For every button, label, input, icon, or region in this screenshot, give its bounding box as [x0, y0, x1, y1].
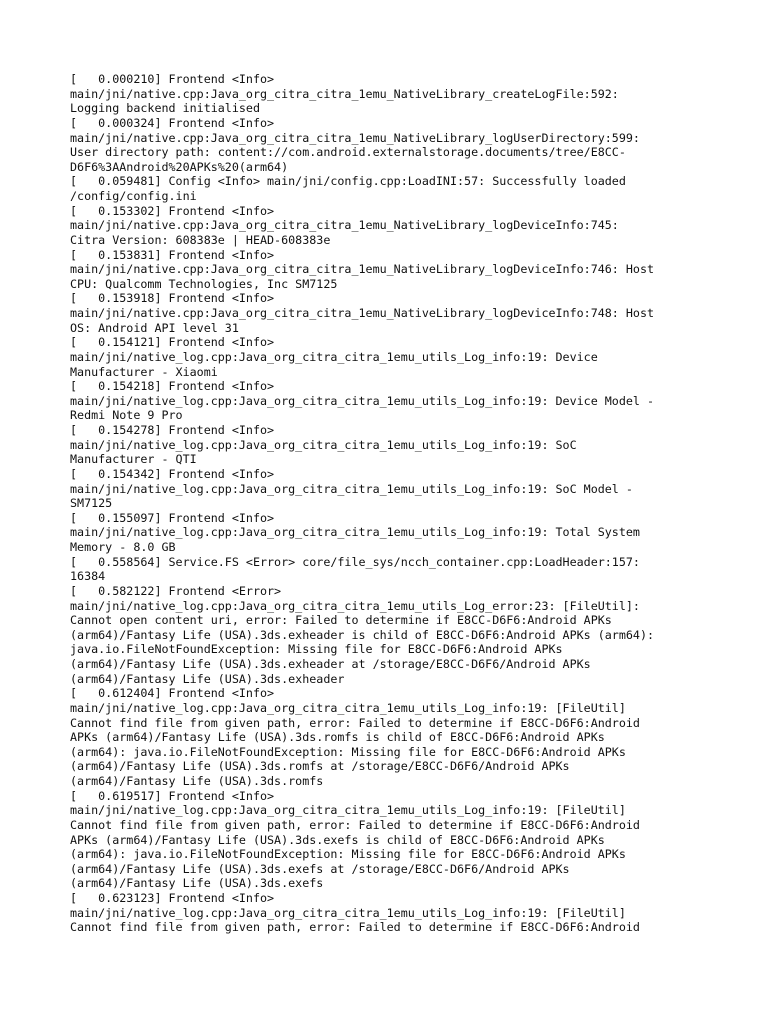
log-line: main/jni/native_log.cpp:Java_org_citra_citra_1emu_utils_Log_info:19: Device: [70, 349, 598, 364]
log-line: [ 0.619517] Frontend <Info>: [70, 788, 275, 803]
log-line: main/jni/native_log.cpp:Java_org_citra_citra_1emu_utils_Log_info:19: Total System: [70, 525, 640, 540]
log-document: [70, 72, 700, 935]
log-line: OS: Android API level 31: [70, 320, 239, 335]
log-line: [ 0.000324] Frontend <Info>: [70, 115, 275, 130]
log-line: Memory - 8.0 GB: [70, 540, 176, 554]
log-line: main/jni/native.cpp:Java_org_citra_citra_1emu_NativeLibrary_logDeviceInfo:745:: [70, 218, 619, 233]
log-line: Citra Version: 608383e | HEAD-608383e: [70, 232, 331, 247]
log-line: main/jni/native_log.cpp:Java_org_citra_citra_1emu_utils_Log_error:23: [FileUtil]:: [70, 598, 640, 613]
log-line: D6F6%3AAndroid%20APKs%20(arm64): [70, 159, 289, 174]
log-line: [ 0.154218] Frontend <Info>: [70, 379, 275, 394]
log-line: main/jni/native.cpp:Java_org_citra_citra_1emu_NativeLibrary_logUserDirectory:599:: [70, 130, 640, 145]
log-line: main/jni/native_log.cpp:Java_org_citra_citra_1emu_utils_Log_info:19: SoC Model -: [70, 481, 633, 496]
log-line: APKs (arm64)/Fantasy Life (USA).3ds.romfs is child of E8CC-D6F6:Android APKs: [70, 730, 605, 745]
log-line: [ 0.000210] Frontend <Info>: [70, 72, 275, 86]
log-line: 16384: [70, 569, 106, 584]
log-line: Manufacturer - Xiaomi: [70, 364, 218, 379]
log-line: /config/config.ini: [70, 189, 197, 203]
log-line: (arm64)/Fantasy Life (USA).3ds.exheader is child of E8CC-D6F6:Android APKs (arm64):: [70, 627, 655, 642]
log-line: (arm64)/Fantasy Life (USA).3ds.exheader: [70, 671, 345, 686]
log-line: Cannot find file from given path, error: Failed to determine if E8CC-D6F6:Android: [70, 920, 640, 935]
log-line: [ 0.623123] Frontend <Info>: [70, 891, 275, 905]
log-line: (arm64)/Fantasy Life (USA).3ds.exefs at /storage/E8CC-D6F6/Android APKs: [70, 861, 570, 876]
log-line: (arm64)/Fantasy Life (USA).3ds.exefs: [70, 876, 324, 891]
log-line: Cannot open content uri, error: Failed to determine if E8CC-D6F6:Android APKs: [70, 613, 612, 628]
log-line: APKs (arm64)/Fantasy Life (USA).3ds.exefs is child of E8CC-D6F6:Android APKs: [70, 832, 605, 847]
log-line: [ 0.582122] Frontend <Error>: [70, 583, 282, 598]
log-line: main/jni/native.cpp:Java_org_citra_citra_1emu_NativeLibrary_logDeviceInfo:746: Host: [70, 262, 655, 277]
log-line: [ 0.153302] Frontend <Info>: [70, 203, 275, 218]
log-line: main/jni/native_log.cpp:Java_org_citra_citra_1emu_utils_Log_info:19: Device Model -: [70, 393, 655, 408]
log-line: main/jni/native_log.cpp:Java_org_citra_citra_1emu_utils_Log_info:19: [FileUtil]: [70, 905, 626, 920]
log-line: main/jni/native_log.cpp:Java_org_citra_citra_1emu_utils_Log_info:19: [FileUtil]: [70, 700, 626, 715]
log-line: [ 0.154278] Frontend <Info>: [70, 423, 275, 437]
log-line: SM7125: [70, 496, 113, 511]
log-line: [ 0.155097] Frontend <Info>: [70, 510, 275, 525]
log-line: (arm64)/Fantasy Life (USA).3ds.romfs at /storage/E8CC-D6F6/Android APKs: [70, 759, 570, 774]
log-line: [ 0.154342] Frontend <Info>: [70, 466, 275, 481]
log-line: [ 0.059481] Config <Info> main/jni/config.cpp:LoadINI:57: Successfully loaded: [70, 174, 626, 189]
log-line: main/jni/native_log.cpp:Java_org_citra_citra_1emu_utils_Log_info:19: [FileUtil]: [70, 803, 626, 818]
log-line: main/jni/native.cpp:Java_org_citra_citra_1emu_NativeLibrary_logDeviceInfo:748: Host: [70, 306, 655, 320]
log-line: User directory path: content://com.android.externalstorage.documents/tree/E8CC-: [70, 145, 626, 160]
log-line: [ 0.558564] Service.FS <Error> core/file_sys/ncch_container.cpp:LoadHeader:157:: [70, 554, 640, 569]
log-line: main/jni/native_log.cpp:Java_org_citra_citra_1emu_utils_Log_info:19: SoC: [70, 437, 577, 452]
log-line: Cannot find file from given path, error: Failed to determine if E8CC-D6F6:Android: [70, 715, 640, 730]
log-line: (arm64)/Fantasy Life (USA).3ds.exheader at /storage/E8CC-D6F6/Android APKs: [70, 657, 591, 671]
log-line: main/jni/native.cpp:Java_org_citra_citra_1emu_NativeLibrary_createLogFile:592:: [70, 86, 619, 101]
log-line: Logging backend initialised: [70, 101, 260, 116]
log-line: (arm64): java.io.FileNotFoundException: Missing file for E8CC-D6F6:Android APKs: [70, 744, 626, 759]
log-line: Redmi Note 9 Pro: [70, 408, 183, 423]
log-line: (arm64): java.io.FileNotFoundException: Missing file for E8CC-D6F6:Android APKs: [70, 847, 626, 862]
log-line: [ 0.612404] Frontend <Info>: [70, 686, 275, 701]
log-line: java.io.FileNotFoundException: Missing file for E8CC-D6F6:Android APKs: [70, 642, 563, 657]
log-line: [ 0.153831] Frontend <Info>: [70, 247, 275, 262]
log-line: Manufacturer - QTI: [70, 452, 197, 467]
log-line: [ 0.154121] Frontend <Info>: [70, 335, 275, 350]
log-line: CPU: Qualcomm Technologies, Inc SM7125: [70, 276, 338, 291]
log-line: [ 0.153918] Frontend <Info>: [70, 291, 275, 306]
log-line: Cannot find file from given path, error: Failed to determine if E8CC-D6F6:Android: [70, 817, 640, 832]
log-line: (arm64)/Fantasy Life (USA).3ds.romfs: [70, 774, 324, 788]
